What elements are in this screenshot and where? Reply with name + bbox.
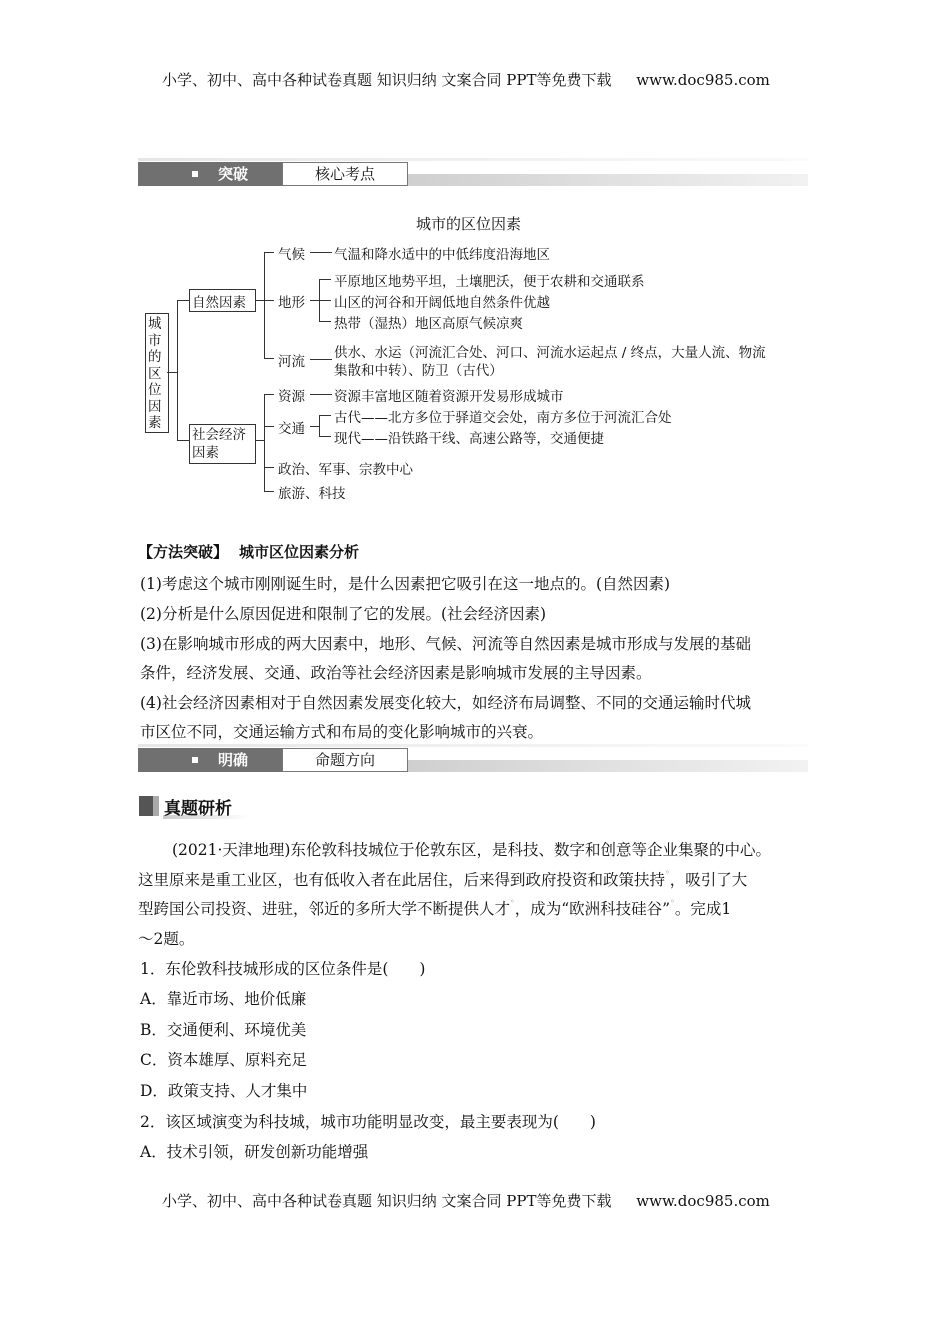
terrain-item: 平原地区地势平坦，土壤肥沃，便于农耕和交通联系 <box>334 274 645 290</box>
section-label: 命题方向 <box>282 748 408 772</box>
section-bar-core <box>138 162 808 188</box>
resource-text: 资源丰富地区随着资源开发易形成城市 <box>334 389 564 405</box>
header-text: 小学、初中、高中各种试卷真题 知识归纳 文案合同 PPT等免费下载 <box>162 71 612 89</box>
mindmap-title: 城市的区位因素 <box>416 215 522 233</box>
passage-line-3: 型跨国公司投资、进驻，邻近的多所大学不断提供人才◦，成为“欧洲科技硅谷”◦。完成1 <box>138 897 732 918</box>
method-heading-line <box>138 541 359 562</box>
page-footer <box>162 1190 770 1211</box>
social-node: 社会经济因素 <box>192 427 246 461</box>
section-label: 核心考点 <box>282 162 408 186</box>
section-tag: 明确 <box>218 751 249 769</box>
mark-icon: ◦ <box>665 868 670 877</box>
terrain-label: 地形 <box>278 295 305 311</box>
method-p3b: 条件，经济发展、交通、政治等社会经济因素是影响城市发展的主导因素。 <box>140 664 652 682</box>
method-p2: (2)分析是什么原因促进和限制了它的发展。(社会经济因素) <box>140 605 547 623</box>
natural-node: 自然因素 <box>192 295 246 311</box>
passage-line-2: 这里原来是重工业区，也有低收入者在此居住，后来得到政府投资和政策扶持◦，吸引了大 <box>138 868 748 889</box>
footer-text: 小学、初中、高中各种试卷真题 知识归纳 文案合同 PPT等免费下载 <box>162 1192 612 1210</box>
passage-line-1: (2021·天津地理)东伦敦科技城位于伦敦东区，是科技、数字和创意等企业集聚的中心。 <box>172 841 771 859</box>
root-node: 城市的区位因素 <box>148 316 162 431</box>
question-option: A．技术引领，研发创新功能增强 <box>140 1143 369 1161</box>
section-tag: 突破 <box>218 165 249 183</box>
climate-label: 气候 <box>278 247 305 263</box>
transport-item: 现代——沿铁路干线、高速公路等，交通便捷 <box>334 431 604 447</box>
page-header <box>162 69 770 90</box>
question-option: A．靠近市场、地价低廉 <box>140 990 307 1008</box>
method-p4b: 市区位不同，交通运输方式和布局的变化影响城市的兴衰。 <box>140 723 544 741</box>
square-icon <box>192 171 198 177</box>
transport-label: 交通 <box>278 421 305 437</box>
method-p1: (1)考虑这个城市刚刚诞生时，是什么因素把它吸引在这一地点的。(自然因素) <box>140 575 671 593</box>
passage-line-4: ～2题。 <box>138 930 195 948</box>
transport-item: 古代——北方多位于驿道交会处，南方多位于河流汇合处 <box>334 410 672 426</box>
terrain-item: 山区的河谷和开阔低地自然条件优越 <box>334 295 550 311</box>
question-stem: 1．东伦敦科技城形成的区位条件是( ) <box>140 960 426 978</box>
real-question-title: 真题研析 <box>164 799 232 819</box>
river-text-1: 供水、水运（河流汇合处、河口、河流水运起点 / 终点，大量人流、物流 <box>334 345 766 361</box>
square-icon <box>192 757 198 763</box>
terrain-item: 热带（湿热）地区高原气候凉爽 <box>334 316 523 332</box>
question-option: B．交通便利、环境优美 <box>140 1021 307 1039</box>
footer-url: www.doc985.com <box>636 1192 770 1210</box>
method-heading: 【方法突破】 <box>138 543 229 561</box>
mark-icon: ◦ <box>670 897 675 906</box>
header-url: www.doc985.com <box>636 71 770 89</box>
resource-label: 资源 <box>278 389 305 405</box>
mark-icon: ◦ <box>510 897 515 906</box>
question-stem: 2．该区域演变为科技城，城市功能明显改变，最主要表现为( ) <box>140 1113 596 1131</box>
climate-text: 气温和降水适中的中低纬度沿海地区 <box>334 247 550 263</box>
tourism-item: 旅游、科技 <box>278 486 346 502</box>
politics-item: 政治、军事、宗教中心 <box>278 462 413 478</box>
river-label: 河流 <box>278 354 305 370</box>
method-title: 城市区位因素分析 <box>238 543 359 561</box>
section-bar-direction <box>138 748 808 774</box>
method-p3a: (3)在影响城市形成的两大因素中，地形、气候、河流等自然因素是城市形成与发展的基础 <box>140 635 751 653</box>
method-p4a: (4)社会经济因素相对于自然因素发展变化较大，如经济布局调整、不同的交通运输时代城 <box>140 694 751 712</box>
question-option: D．政策支持、人才集中 <box>140 1082 308 1100</box>
heading-marker-icon <box>139 796 153 816</box>
river-text-2: 集散和中转）、防卫（古代） <box>334 363 503 379</box>
question-option: C．资本雄厚、原料充足 <box>140 1051 307 1069</box>
